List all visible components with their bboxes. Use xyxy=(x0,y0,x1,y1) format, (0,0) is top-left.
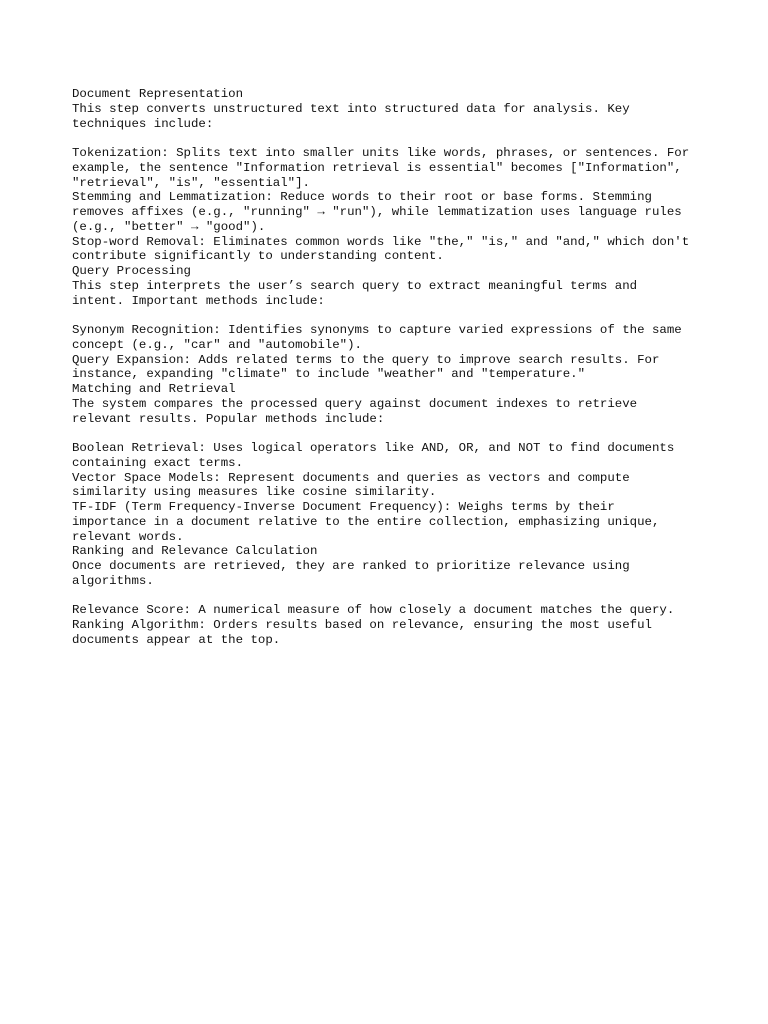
item-line: example, the sentence "Information retrieval is essential" becomes ["Information", xyxy=(72,160,682,175)
item-line: Ranking Algorithm: Orders results based on relevance, ensuring the most useful xyxy=(72,618,652,632)
section-matching-and-retrieval xyxy=(72,382,712,544)
item-line: removes affixes (e.g., "running" → "run"), while lemmatization uses language rules xyxy=(72,205,682,219)
item-line: documents appear at the top. xyxy=(72,632,281,647)
item-line: Relevance Score: A numerical measure of how closely a document matches the query. xyxy=(72,603,675,618)
item-line: containing exact terms. xyxy=(72,455,244,470)
section-intro-line: This step converts unstructured text into structured data for analysis. Key xyxy=(72,101,630,116)
section-intro-line: The system compares the processed query against document indexes to retrieve xyxy=(72,396,638,411)
list-item-vector-space-models xyxy=(72,471,712,501)
blank-line xyxy=(72,426,712,441)
document-page xyxy=(72,87,712,648)
item-line: Tokenization: Splits text into smaller units like words, phrases, or sentences. For xyxy=(72,146,690,160)
item-line: Synonym Recognition: Identifies synonyms to capture varied expressions of the same xyxy=(72,323,682,337)
list-item-relevance-score xyxy=(72,603,712,618)
item-line: Vector Space Models: Represent documents and queries as vectors and compute xyxy=(72,470,630,485)
section-heading: Query Processing xyxy=(72,264,191,278)
section-heading: Ranking and Relevance Calculation xyxy=(72,544,318,559)
section-heading: Matching and Retrieval xyxy=(72,382,236,396)
item-line: TF-IDF (Term Frequency-Inverse Document Frequency): Weighs terms by their xyxy=(72,500,615,514)
item-line: "retrieval", "is", "essential"]. xyxy=(72,175,310,190)
section-intro-line: algorithms. xyxy=(72,573,154,588)
list-item-tokenization xyxy=(72,146,712,190)
list-item-ranking-algorithm xyxy=(72,618,712,648)
list-item-tf-idf xyxy=(72,500,712,544)
item-line: Boolean Retrieval: Uses logical operators like AND, OR, and NOT to find documents xyxy=(72,441,675,455)
list-item-stop-word-removal xyxy=(72,235,712,265)
section-intro-line: techniques include: xyxy=(72,116,214,131)
section-intro-line: Once documents are retrieved, they are ranked to prioritize relevance using xyxy=(72,559,630,573)
section-ranking-and-relevance xyxy=(72,544,712,647)
item-line: instance, expanding "climate" to include "weather" and "temperature." xyxy=(72,367,586,382)
item-line: similarity using measures like cosine similarity. xyxy=(72,485,437,500)
section-intro-line: intent. Important methods include: xyxy=(72,293,325,308)
list-item-boolean-retrieval xyxy=(72,441,712,471)
item-line: Query Expansion: Adds related terms to the query to improve search results. For xyxy=(72,352,660,367)
blank-line xyxy=(72,131,712,146)
item-line: (e.g., "better" → "good"). xyxy=(72,219,266,234)
blank-line xyxy=(72,589,712,604)
section-intro-line: This step interprets the user’s search query to extract meaningful terms and xyxy=(72,278,638,293)
item-line: Stemming and Lemmatization: Reduce words to their root or base forms. Stemming xyxy=(72,190,652,205)
item-line: contribute significantly to understanding content. xyxy=(72,249,444,264)
item-line: concept (e.g., "car" and "automobile"). xyxy=(72,337,362,352)
blank-line xyxy=(72,308,712,323)
item-line: relevant words. xyxy=(72,529,184,544)
item-line: Stop-word Removal: Eliminates common words like "the," "is," and "and," which don't xyxy=(72,234,690,249)
section-document-representation xyxy=(72,87,712,264)
list-item-synonym-recognition xyxy=(72,323,712,353)
section-intro-line: relevant results. Popular methods include: xyxy=(72,411,385,426)
section-heading: Document Representation xyxy=(72,87,244,101)
list-item-stemming xyxy=(72,190,712,234)
item-line: importance in a document relative to the entire collection, emphasizing unique, xyxy=(72,514,660,529)
list-item-query-expansion xyxy=(72,353,712,383)
section-query-processing xyxy=(72,264,712,382)
